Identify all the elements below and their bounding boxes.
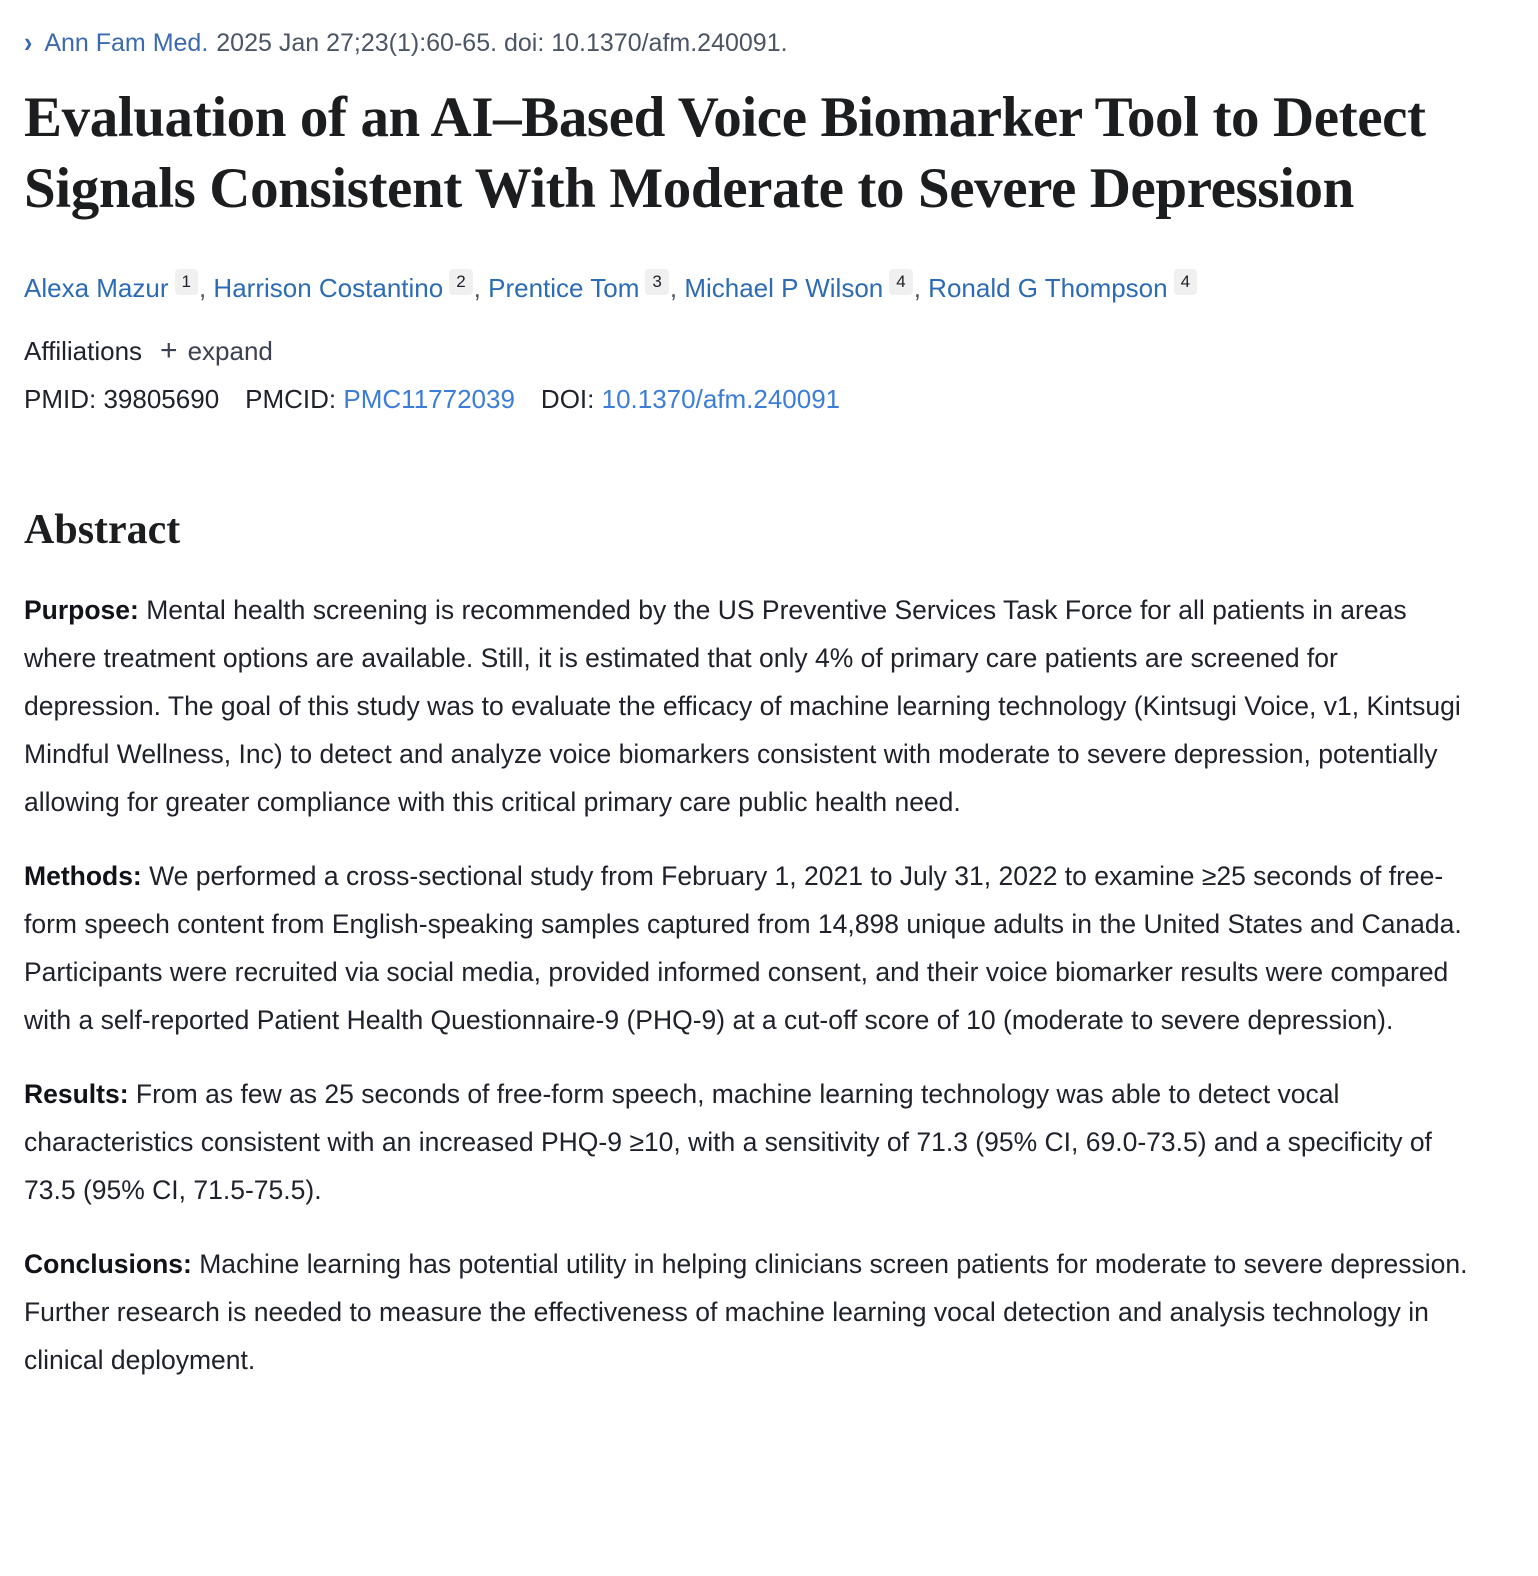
affiliation-ref[interactable]: 1 [175, 269, 198, 295]
abstract-section-results [24, 1070, 1476, 1214]
affiliations-row [24, 332, 1514, 370]
doi-link[interactable]: 10.1370/afm.240091 [601, 384, 841, 414]
section-label: Results: [24, 1079, 129, 1109]
author-separator: , [669, 273, 685, 303]
author-link[interactable]: Prentice Tom [488, 273, 640, 303]
affiliations-label: Affiliations [24, 336, 143, 366]
section-text: Mental health screening is recommended by the US Preventive Services Task Force for all patients in areas where treatment options are available. Still, it is estimated that only 4% of primary care patients are screened for depression. The goal of this study was to evaluate the efficacy of machine learning technology (Kintsugi Voice, v1, Kintsugi Mindful Wellness, Inc) to detect and analyze voice biomarkers consistent with moderate to severe depression, potentially allowing for greater compliance with this critical primary care public health need. [24, 595, 1461, 817]
abstract-section-conclusions [24, 1240, 1476, 1384]
pmcid-link[interactable]: PMC11772039 [343, 384, 515, 414]
pmcid-group [245, 384, 515, 414]
author-link[interactable]: Harrison Costantino [213, 273, 444, 303]
abstract-section-methods [24, 852, 1476, 1044]
section-text: Machine learning has potential utility in helping clinicians screen patients for moderate to severe depression. Further research is needed to measure the effectiveness of machine learning vocal detection and analysis technology in clinical deployment. [24, 1249, 1468, 1375]
abstract-heading: Abstract [24, 507, 181, 553]
author-separator: , [473, 273, 489, 303]
citation-details: 2025 Jan 27;23(1):60-65. doi: 10.1370/afm.240091. [216, 29, 788, 57]
expand-label: expand [187, 336, 273, 366]
journal-link[interactable]: Ann Fam Med. [44, 29, 209, 57]
affiliation-ref[interactable]: 2 [449, 269, 472, 295]
affiliation-ref[interactable]: 4 [889, 269, 912, 295]
abstract-section-purpose [24, 586, 1476, 826]
section-label: Methods: [24, 861, 142, 891]
pmid-group [24, 384, 219, 414]
section-text: From as few as 25 seconds of free-form speech, machine learning technology was able to detect vocal characteristics consistent with an increased PHQ-9 ≥10, with a sensitivity of 71.3 (95% CI, 69.0-73.5) and a specificity of 73.5 (95% CI, 71.5-75.5). [24, 1079, 1432, 1205]
citation-line [24, 26, 1514, 60]
abstract-body [24, 586, 1514, 1384]
doi-label: DOI: [540, 384, 595, 414]
plus-icon: + [160, 334, 178, 367]
affiliation-ref[interactable]: 4 [1174, 269, 1197, 295]
expand-affiliations-button[interactable] [160, 332, 273, 370]
section-label: Conclusions: [24, 1249, 192, 1279]
author-separator: , [913, 273, 929, 303]
author-link[interactable]: Alexa Mazur [24, 273, 169, 303]
author-link[interactable]: Michael P Wilson [684, 273, 884, 303]
pmid-value: 39805690 [103, 384, 220, 414]
identifiers-row [24, 380, 1514, 418]
pmcid-label: PMCID: [245, 384, 337, 414]
author-link[interactable]: Ronald G Thompson [928, 273, 1168, 303]
author-list [24, 268, 1514, 308]
doi-group [541, 384, 840, 414]
section-text: We performed a cross-sectional study from February 1, 2021 to July 31, 2022 to examine ≥25 seconds of free-form speech content from English-speaking samples captured from 14,898 unique adults in the United States and Canada. Participants were recruited via social media, provided informed consent, and their voice biomarker results were compared with a self-reported Patient Health Questionnaire-9 (PHQ-9) at a cut-off score of 10 (moderate to severe depression). [24, 861, 1462, 1035]
section-label: Purpose: [24, 595, 139, 625]
chevron-right-icon[interactable]: › [24, 26, 33, 60]
author-separator: , [198, 273, 214, 303]
page-title: Evaluation of an AI‒Based Voice Biomarker Tool to Detect Signals Consistent With Moderate to Severe Depression [24, 86, 1426, 220]
pmid-label: PMID: [24, 384, 97, 414]
affiliation-ref[interactable]: 3 [645, 269, 668, 295]
